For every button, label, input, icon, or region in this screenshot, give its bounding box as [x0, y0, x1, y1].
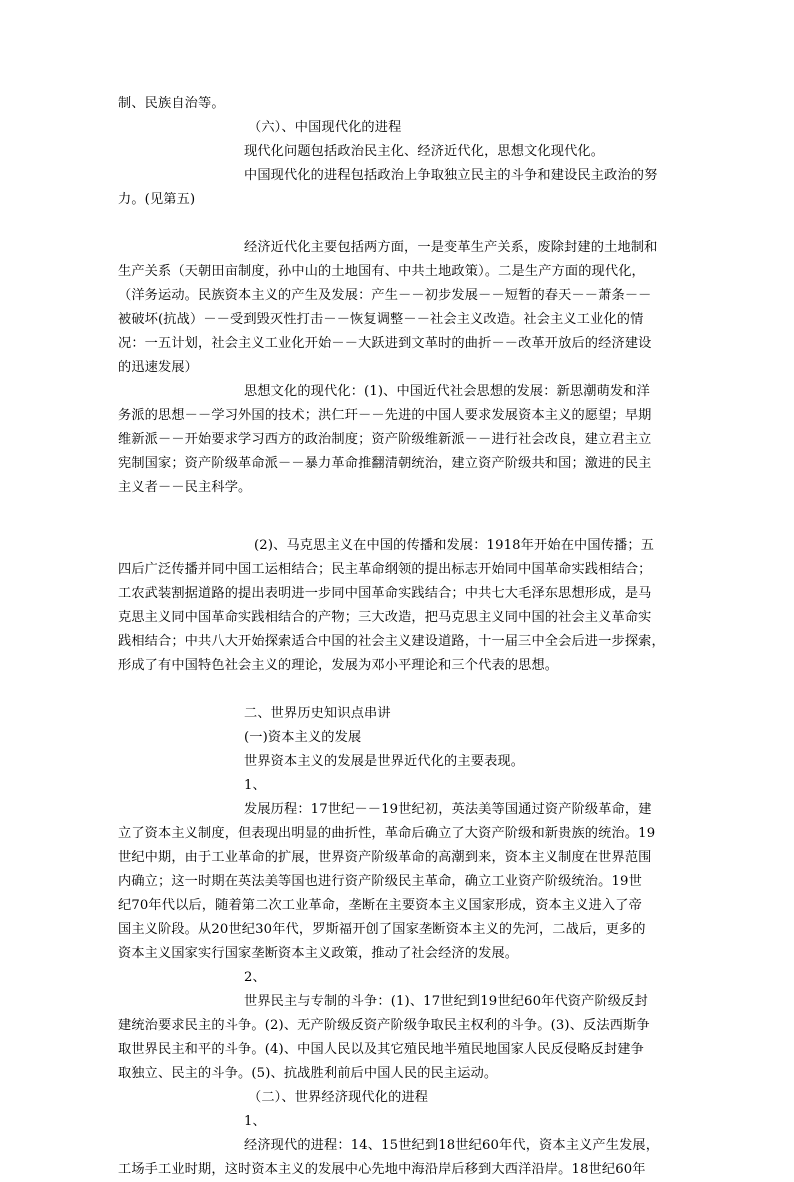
- paragraph-gap: [118, 500, 680, 534]
- text-line: 取世界民主和平的斗争。(4)、中国人民以及其它殖民地半殖民地国家人民反侵略反封建争: [118, 1042, 644, 1057]
- text-line: 立了资本主义制度，但表现出明显的曲折性，革命后确立了大资产阶级和新贵族的统治。19: [118, 826, 656, 841]
- subsection-heading: (一)资本主义的发展: [244, 730, 362, 745]
- text-line: 形成了有中国特色社会主义的理论，发展为邓小平理论和三个代表的思想。: [118, 658, 559, 673]
- text-line: 取独立、民主的斗争。(5)、抗战胜利前后中国人民的民主运动。: [118, 1066, 498, 1081]
- text-line: 生产关系（天朝田亩制度，孙中山的土地国有、中共土地政策）。二是生产方面的现代化，: [118, 264, 645, 279]
- text-line: 国主义阶段。从20世纪30年代，罗斯福开创了国家垄断资本主义的先河，二战后，更多的: [118, 922, 646, 937]
- section-heading: （六）、中国现代化的进程: [248, 120, 402, 135]
- text-line: 况：一五计划，社会主义工业化开始－－大跃进到文革时的曲折－－改革开放后的经济建设: [118, 336, 652, 351]
- list-number: 1、: [244, 778, 266, 793]
- text-line: 的迅速发展）: [118, 360, 199, 375]
- text-line: 世界民主与专制的斗争：(1)、17世纪到19世纪60年代资产阶级反封: [244, 994, 648, 1009]
- text-line: 工场手工业时期，这时资本主义的发展中心先地中海沿岸后移到大西洋沿岸。18世纪60年: [118, 1162, 646, 1177]
- text-line: 现代化问题包括政治民主化、经济近代化，思想文化现代化。: [244, 144, 605, 159]
- text-line: 建统治要求民主的斗争。(2)、无产阶级反资产阶级争取民主权利的斗争。(3)、反法西斯争: [118, 1018, 650, 1033]
- text-line: 内确立；这一时期在英法美等国也进行资产阶级民主革命，确立工业资产阶级统治。19世: [118, 874, 642, 889]
- text-line: 主义者－－民主科学。: [118, 480, 252, 495]
- text-line: 四后广泛传播并同中国工运相结合；民主革命纲领的提出标志开始同中国革命实践相结合；: [118, 562, 652, 577]
- text-line: 世纪中期，由于工业革命的扩展，世界资产阶级革命的高潮到来，资本主义制度在世界范围: [118, 850, 652, 865]
- text-line: 被破坏(抗战）－－受到毁灭性打击－－恢复调整－－社会主义改造。社会主义工业化的情: [118, 312, 644, 327]
- text-line: 践相结合；中共八大开始探索适合中国的社会主义建设道路，十一届三中全会后进一步探索，: [118, 634, 665, 649]
- text-line: (2)、马克思主义在中国的传播和发展：1918年开始在中国传播；五: [254, 538, 655, 553]
- text-line: 务派的思想－－学习外国的技术；洪仁玕－－先进的中国人要求发展资本主义的愿望；早期: [118, 408, 652, 423]
- text-line: 思想文化的现代化：(1)、中国近代社会思想的发展：新思潮萌发和洋: [244, 384, 650, 399]
- text-line: 克思主义同中国革命实践相结合的产物；三大改造，把马克思主义同中国的社会主义革命实: [118, 610, 652, 625]
- subsection-heading: （二）、世界经济现代化的进程: [248, 1090, 429, 1105]
- text-line: 中国现代化的进程包括政治上争取独立民主的斗争和建设民主政治的努: [244, 168, 658, 183]
- text-line: 力。(见第五): [118, 192, 196, 207]
- text-line: （洋务运动。民族资本主义的产生及发展：产生－－初步发展－－短暂的春天－－萧条－－: [118, 288, 652, 303]
- document-page: [118, 92, 680, 1182]
- text-line: 工农武装割据道路的提出表明进一步同中国革命实践结合；中共七大毛泽东思想形成，是马: [118, 586, 652, 601]
- text-line: 制、民族自治等。: [118, 96, 225, 111]
- text-line: 维新派－－开始要求学习西方的政治制度；资产阶级维新派－－进行社会改良，建立君主立: [118, 432, 652, 447]
- text-line: 经济近代化主要包括两方面，一是变革生产关系，废除封建的土地制和: [244, 240, 658, 255]
- text-line: 资本主义国家实行国家垄断资本主义政策，推动了社会经济的发展。: [118, 946, 519, 961]
- text-line: 宪制国家；资产阶级革命派－－暴力革命推翻清朝统治，建立资产阶级共和国；激进的民主: [118, 456, 652, 471]
- list-number: 1、: [244, 1114, 266, 1129]
- text-line: 发展历程：17世纪－－19世纪初，英法美等国通过资产阶级革命，建: [244, 802, 652, 817]
- paragraph-gap: [118, 678, 680, 702]
- list-number: 2、: [244, 970, 266, 985]
- section-heading: 二、世界历史知识点串讲: [244, 706, 391, 721]
- text-line: 世界资本主义的发展是世界近代化的主要表现。: [244, 754, 525, 769]
- text-line: 纪70年代以后，随着第二次工业革命，垄断在主要资本主义国家形成，资本主义进入了帝: [118, 898, 642, 913]
- text-line: 经济现代的进程：14、15世纪到18世纪60年代，资本主义产生发展，: [244, 1138, 660, 1153]
- paragraph-gap: [118, 212, 680, 236]
